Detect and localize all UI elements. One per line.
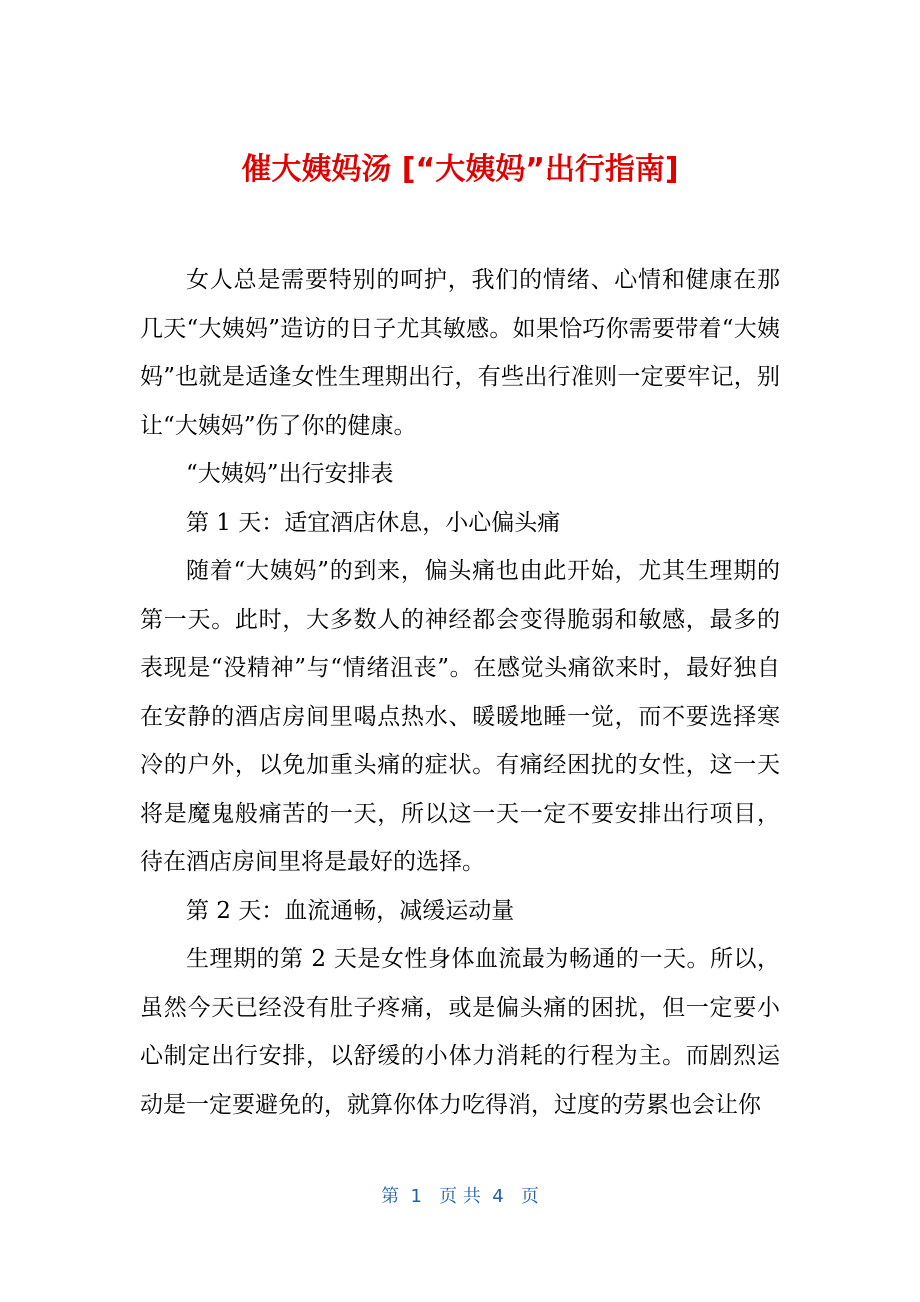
section-heading-schedule: “大姨妈”出行安排表 bbox=[186, 461, 394, 487]
day-2-heading: 第 2 天：血流通畅，减缓运动量 bbox=[186, 897, 515, 924]
day-1-heading: 第 1 天：适宜酒店休息，小心偏头痛 bbox=[186, 509, 561, 536]
page-footer: 第 1 页 共 4 页 bbox=[381, 1186, 539, 1207]
document-body bbox=[140, 256, 780, 1129]
document-title: 催大姨妈汤 [“大姨妈”出行指南] bbox=[241, 152, 679, 187]
day-1-paragraph: 随着“大姨妈”的到来，偏头痛也由此开始，尤其生理期的第一天。此时，大多数人的神经都会变得脆弱和敏感，最多的表现是“没精神”与“情绪沮丧”。在感觉头痛欲来时，最好独自在安静的酒店房间里喝点热水、暖暖地睡一觉，而不要选择寒冷的户外，以免加重头痛的症状。有痛经困扰的女性，这一天将是魔鬼般痛苦的一天，所以这一天一定不要安排出行项目，待在酒店房间里将是最好的选择。 bbox=[140, 558, 780, 875]
day-2-paragraph: 生理期的第 2 天是女性身体血流最为畅通的一天。所以，虽然今天已经没有肚子疼痛，或是偏头痛的困扰，但一定要小心制定出行安排，以舒缓的小体力消耗的行程为主。而剧烈运动是一定要避免的，就算你体力吃得消，过度的劳累也会让你 bbox=[140, 946, 780, 1118]
paragraph-intro: 女人总是需要特别的呵护，我们的情绪、心情和健康在那几天“大姨妈”造访的日子尤其敏感。如果恰巧你需要带着“大姨妈”也就是适逢女性生理期出行，有些出行准则一定要牢记，别让“大姨妈”伤了你的健康。 bbox=[140, 267, 780, 439]
